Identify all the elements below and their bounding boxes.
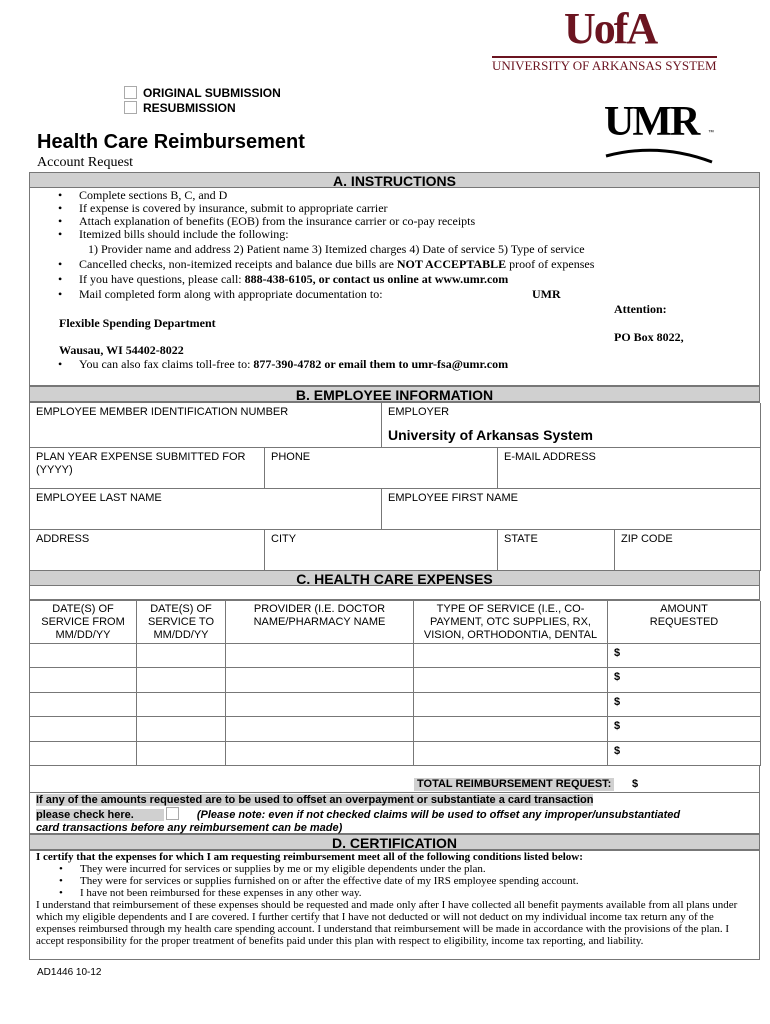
umr-text: UMR	[604, 99, 699, 145]
itemized-list: 1) Provider name and address 2) Patient name 3) Itemized charges 4) Date of service 5) Type of service	[88, 242, 585, 256]
certification-paragraph: I understand that reimbursement of these expenses should be requested and made only after I have collected all benefit payments available from all plans under which my eligible dependents and I are covered. I further certify that I have not deducted or will not deduct on my individual income tax return any of the expenses reimbursed through my health care spending account. I understand that reimbursement will be made in accordance with the provisions of the plan. I accept responsibility for the proper treatment of benefits paid under this plan with respect to eligibility, income tax reporting, and liability.	[36, 899, 738, 947]
instruction-fax: • You can also fax claims toll-free to: 877-390-4782 or email them to umr-fsa@umr.com	[29, 357, 760, 371]
zip-field[interactable]: ZIP CODE	[615, 530, 761, 571]
email-field[interactable]: E-MAIL ADDRESS	[498, 448, 761, 489]
expenses-table	[29, 600, 760, 765]
expense-type-cell[interactable]	[414, 668, 608, 692]
dollar-sign: $	[614, 720, 621, 733]
col-header-to: DATE(S) OF SERVICE TO MM/DD/YY	[137, 601, 226, 644]
form-number: AD1446 10-12	[37, 967, 102, 978]
instruction-item: • Itemized bills should include the following:	[29, 228, 760, 241]
expense-provider-cell[interactable]	[226, 693, 414, 717]
total-dollar: $	[632, 778, 639, 790]
total-row	[29, 765, 760, 792]
umr-swoosh-icon	[604, 140, 716, 164]
col-header-provider: PROVIDER (I.E. DOCTOR NAME/PHARMACY NAME	[226, 601, 414, 644]
dollar-sign: $	[614, 647, 621, 659]
phone-field[interactable]: PHONE	[265, 448, 498, 489]
certification-lead: I certify that the expenses for which I am requesting reimbursement meet all of the following conditions listed below:	[36, 851, 583, 863]
uofa-logo	[492, 6, 717, 74]
expense-to-cell[interactable]	[137, 668, 226, 692]
umr-logo	[604, 100, 716, 164]
expense-from-cell[interactable]	[30, 644, 137, 668]
plan-year-field[interactable]: PLAN YEAR EXPENSE SUBMITTED FOR (YYYY)	[30, 448, 265, 489]
uofa-mark: UofA	[564, 4, 657, 53]
expense-provider-cell[interactable]	[226, 668, 414, 692]
expense-provider-cell[interactable]	[226, 644, 414, 668]
section-d-heading: D. CERTIFICATION	[29, 834, 760, 850]
expense-from-cell[interactable]	[30, 668, 137, 692]
expense-type-cell[interactable]	[414, 717, 608, 741]
mail-pobox: PO Box 8022,	[614, 330, 684, 344]
expense-from-cell[interactable]	[30, 742, 137, 766]
expense-to-cell[interactable]	[137, 742, 226, 766]
expense-provider-cell[interactable]	[226, 717, 414, 741]
expense-amount-cell[interactable]	[608, 717, 761, 741]
offset-checkbox[interactable]	[166, 807, 179, 820]
certification-item: • They were incurred for services or supplies by me or my eligible dependents under the plan.	[30, 863, 753, 875]
instructions-list	[29, 189, 760, 302]
employee-info-grid	[29, 402, 760, 570]
certification-item: • They were for services or supplies furnished on or after the effective date of my IRS employee spending account.	[30, 875, 753, 887]
dollar-sign: $	[614, 695, 621, 708]
uofa-system-text: UNIVERSITY OF ARKANSAS SYSTEM	[492, 58, 717, 73]
page-title: Health Care Reimbursement	[37, 131, 305, 153]
address-field[interactable]: ADDRESS	[30, 530, 265, 571]
expense-type-cell[interactable]	[414, 693, 608, 717]
certification-box	[29, 850, 760, 960]
instruction-mail: • Mail completed form along with appropriate documentation to: UMR	[29, 287, 760, 302]
expense-amount-cell[interactable]	[608, 742, 761, 766]
page-subtitle: Account Request	[37, 155, 134, 170]
expense-from-cell[interactable]	[30, 693, 137, 717]
instruction-questions: • If you have questions, please call: 888-438-6105, or contact us online at www.umr.com	[29, 272, 760, 287]
offset-line1: If any of the amounts requested are to be used to offset an overpayment or substantiate a card transaction	[36, 794, 594, 806]
instruction-item: • Complete sections B, C, and D	[29, 189, 760, 202]
employee-id-field[interactable]: EMPLOYEE MEMBER IDENTIFICATION NUMBER	[30, 403, 382, 448]
state-field[interactable]: STATE	[498, 530, 615, 571]
col-header-from: DATE(S) OF SERVICE FROM MM/DD/YY	[30, 601, 137, 644]
resubmission-label: RESUBMISSION	[143, 101, 236, 115]
resubmission-checkbox[interactable]	[124, 101, 137, 114]
offset-note-2: card transactions before any reimbursement can be made)	[36, 822, 343, 834]
expense-amount-cell[interactable]	[608, 644, 761, 668]
city-field[interactable]: CITY	[265, 530, 498, 571]
instruction-item: • If expense is covered by insurance, submit to appropriate carrier	[29, 202, 760, 215]
expense-type-cell[interactable]	[414, 742, 608, 766]
offset-box	[29, 792, 760, 834]
umr-tm: ™	[708, 130, 714, 136]
expense-to-cell[interactable]	[137, 717, 226, 741]
col-header-amount: AMOUNT REQUESTED	[608, 601, 761, 644]
expense-amount-cell[interactable]	[608, 668, 761, 692]
original-submission-label: ORIGINAL SUBMISSION	[143, 86, 281, 100]
instruction-cancelled: • Cancelled checks, non-itemized receipts and balance due bills are NOT ACCEPTABLE proof of expenses	[29, 257, 760, 272]
certification-item: • I have not been reimbursed for these expenses in any other way.	[30, 887, 753, 899]
expense-type-cell[interactable]	[414, 644, 608, 668]
offset-note: (Please note: even if not checked claims will be used to offset any improper/unsubstantiated	[196, 809, 681, 821]
original-submission-checkbox[interactable]	[124, 86, 137, 99]
mail-city: Wausau, WI 54402-8022	[59, 343, 184, 357]
total-label: TOTAL REIMBURSEMENT REQUEST:	[414, 778, 614, 791]
employer-value: University of Arkansas System	[388, 427, 593, 443]
expense-from-cell[interactable]	[30, 717, 137, 741]
expense-provider-cell[interactable]	[226, 742, 414, 766]
employer-field[interactable]: EMPLOYER University of Arkansas System	[382, 403, 761, 448]
expense-amount-cell[interactable]	[608, 693, 761, 717]
section-a-heading: A. INSTRUCTIONS	[29, 172, 760, 188]
expense-to-cell[interactable]	[137, 644, 226, 668]
mail-department: Flexible Spending Department	[59, 316, 216, 330]
expense-to-cell[interactable]	[137, 693, 226, 717]
col-header-type: TYPE OF SERVICE (I.E., CO-PAYMENT, OTC SUPPLIES, RX, VISION, ORTHODONTIA, DENTAL	[414, 601, 608, 644]
offset-check-label: please check here.	[36, 809, 164, 821]
last-name-field[interactable]: EMPLOYEE LAST NAME	[30, 489, 382, 530]
instruction-item: • Attach explanation of benefits (EOB) from the insurance carrier or co-pay receipts	[29, 215, 760, 228]
dollar-sign: $	[614, 671, 621, 684]
section-b-heading: B. EMPLOYEE INFORMATION	[29, 386, 760, 402]
first-name-field[interactable]: EMPLOYEE FIRST NAME	[382, 489, 761, 530]
mail-attention: Attention:	[614, 302, 667, 316]
section-c-heading: C. HEALTH CARE EXPENSES	[29, 570, 760, 586]
dollar-sign: $	[614, 744, 621, 757]
